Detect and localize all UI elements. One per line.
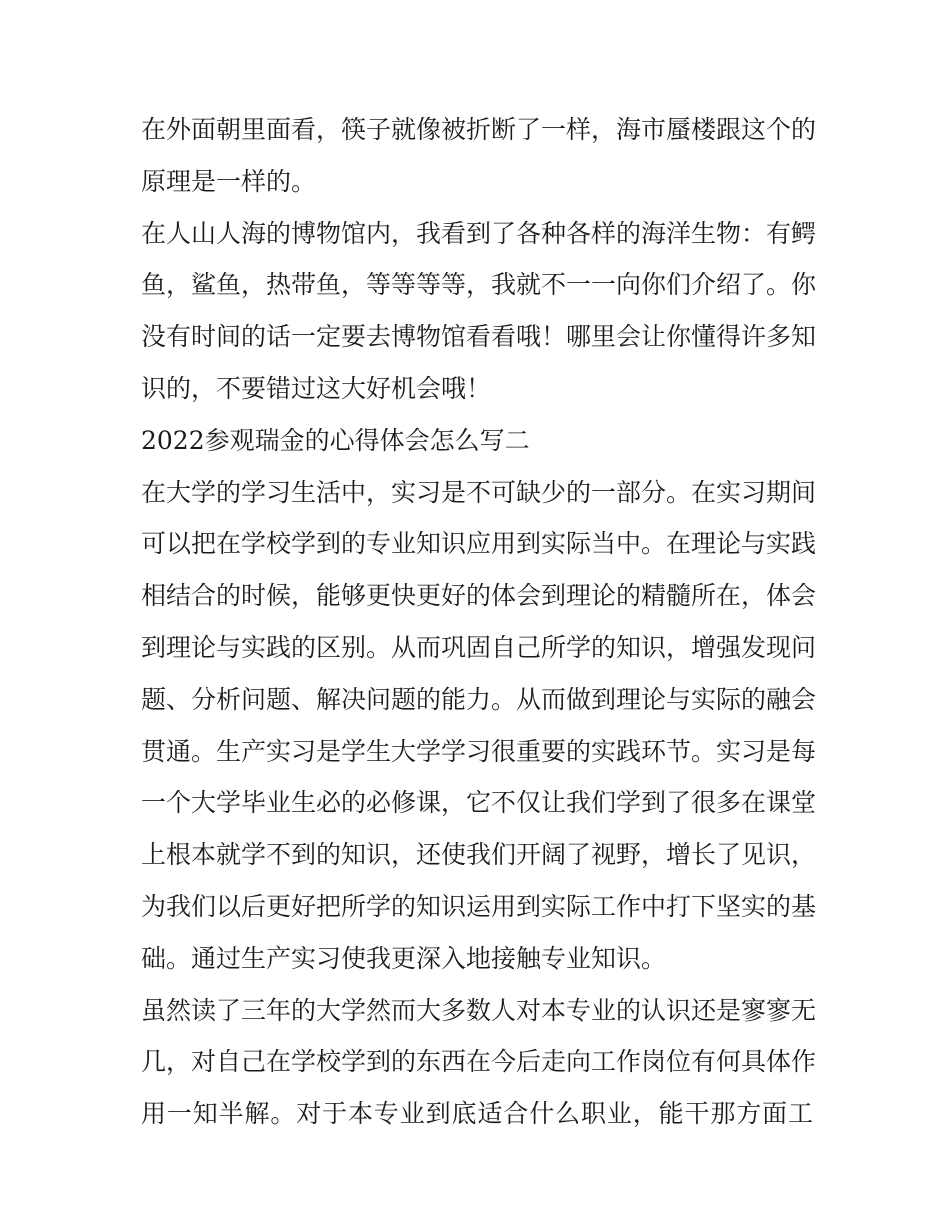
paragraph-internship [141,467,817,985]
text-line: 一个大学毕业生必的必修课，它不仅让我们学到了很多在课堂 [141,788,817,818]
text-line: 础。通过生产实习使我更深入地接触专业知识。 [141,943,667,973]
text-line: 几，对自己在学校学到的东西在今后走向工作岗位有何具体作 [141,1047,817,1077]
text-line: 到理论与实践的区别。从而巩固自己所学的知识，增强发现问 [141,632,817,662]
section-heading: 2022参观瑞金的心得体会怎么写二 [141,425,530,455]
text-line: 没有时间的话一定要去博物馆看看哦！哪里会让你懂得许多知 [141,322,817,352]
text-line: 在大学的学习生活中，实习是不可缺少的一部分。在实习期间 [141,477,817,507]
text-line: 在外面朝里面看，筷子就像被折断了一样，海市蜃楼跟这个的 [141,115,817,144]
paragraph-chopsticks [141,104,817,208]
text-line: 上根本就学不到的知识，还使我们开阔了视野，增长了见识， [141,840,817,870]
text-line: 在人山人海的博物馆内，我看到了各种各样的海洋生物：有鳄 [141,218,817,248]
text-line: 贯通。生产实习是学生大学学习很重要的实践环节。实习是每 [141,736,817,766]
text-line: 用一知半解。对于本专业到底适合什么职业，能干那方面工 [141,1099,813,1129]
text-line: 相结合的时候，能够更快更好的体会到理论的精髓所在，体会 [141,581,817,611]
paragraph-major-understanding [141,985,817,1140]
document-page [141,104,817,1140]
text-line: 可以把在学校学到的专业知识应用到实际当中。在理论与实践 [141,529,817,559]
text-line: 识的，不要错过这大好机会哦！ [141,373,492,403]
paragraph-museum [141,208,817,415]
text-line: 原理是一样的。 [141,166,317,196]
text-line: 虽然读了三年的大学然而大多数人对本专业的认识还是寥寥无 [141,995,817,1025]
text-line: 题、分析问题、解决问题的能力。从而做到理论与实际的融会 [141,684,817,714]
text-line: 鱼，鲨鱼，热带鱼，等等等等，我就不一一向你们介绍了。你 [141,270,817,300]
text-line: 为我们以后更好把所学的知识运用到实际工作中打下坚实的基 [141,891,817,921]
